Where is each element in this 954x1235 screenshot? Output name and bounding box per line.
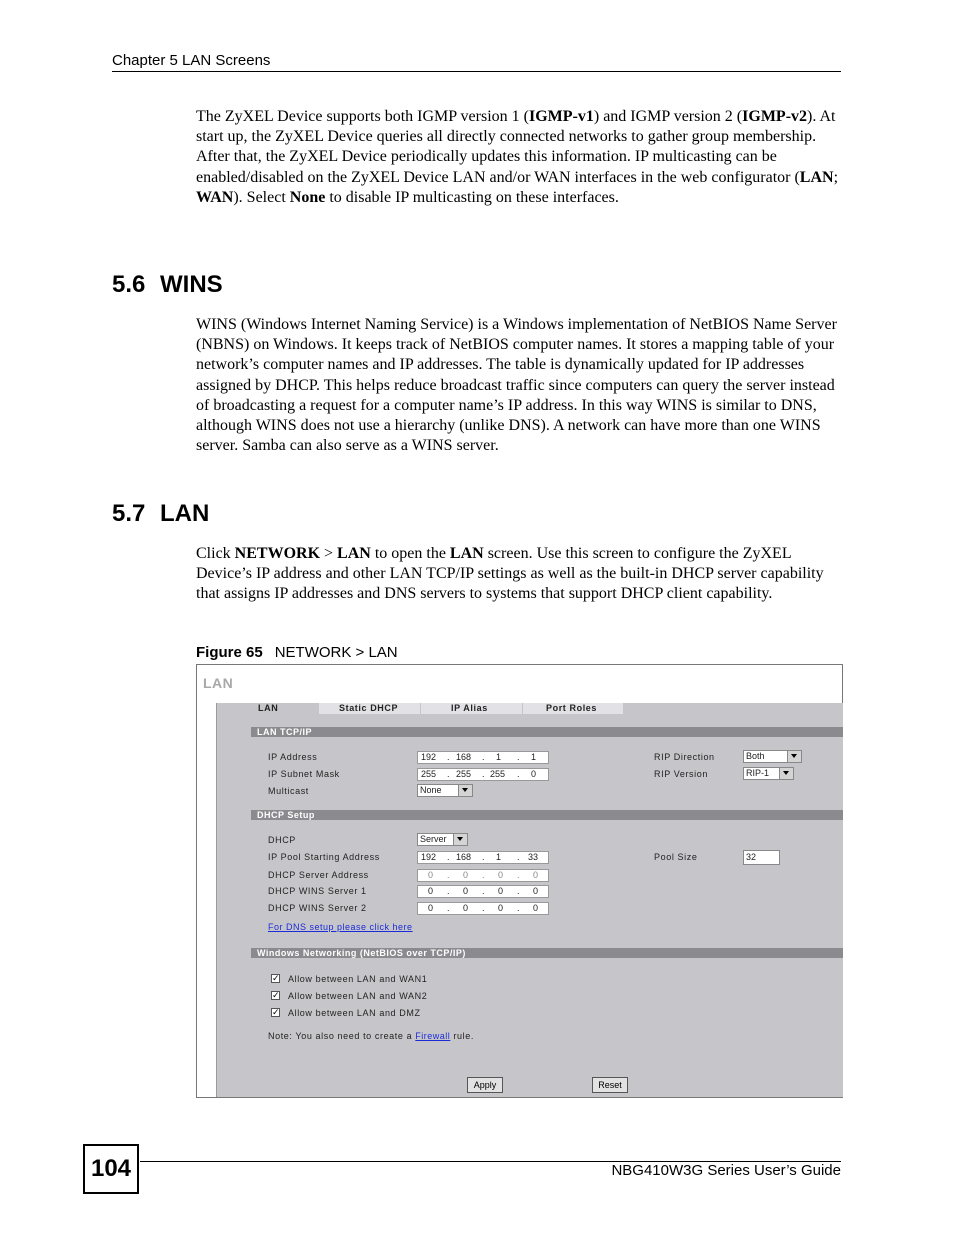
bold-run: WAN: [196, 188, 234, 206]
ip-address-label: IP Address: [268, 752, 318, 762]
octet-3: 0: [498, 903, 504, 913]
dns-setup-link[interactable]: For DNS setup please click here: [268, 922, 413, 932]
octet-3: 1: [496, 852, 502, 862]
octet-1: 0: [428, 870, 434, 880]
subnet-mask-label: IP Subnet Mask: [268, 769, 340, 779]
reset-button[interactable]: Reset: [592, 1077, 628, 1093]
section-number: 5.7: [112, 500, 146, 527]
guide-title: NBG410W3G Series User’s Guide: [611, 1162, 841, 1179]
figure-label: Figure 65: [196, 644, 263, 661]
section-number: 5.6: [112, 271, 146, 298]
tab-bar: [217, 703, 623, 714]
dhcp-server-label: DHCP Server Address: [268, 870, 369, 880]
lan-panel: [216, 703, 843, 1097]
pool-size-label: Pool Size: [654, 852, 698, 862]
octet-3: 255: [490, 769, 506, 779]
text-run: Click: [196, 545, 235, 562]
chevron-down-icon: [779, 768, 793, 779]
apply-button[interactable]: Apply: [467, 1077, 503, 1093]
octet-4: 0: [533, 903, 539, 913]
text-run: to disable IP multicasting on these interfaces.: [325, 188, 619, 206]
octet-4: 1: [531, 752, 537, 762]
subnet-mask-input[interactable]: 255 . 255 . 255 . 0: [417, 768, 549, 781]
bold-run: NETWORK: [234, 545, 321, 562]
octet-2: 0: [463, 870, 469, 880]
bold-run: None: [289, 188, 326, 206]
chevron-down-icon: [458, 785, 472, 796]
octet-2: 0: [463, 886, 469, 896]
wins1-input[interactable]: 0 . 0 . 0 . 0: [417, 885, 549, 898]
octet-3: 0: [498, 870, 504, 880]
dhcp-mode-select[interactable]: [417, 833, 468, 846]
page-number: 104: [83, 1144, 139, 1194]
tab-static-dhcp[interactable]: [319, 703, 420, 714]
octet-1: 255: [421, 769, 437, 779]
octet-1: 0: [428, 903, 434, 913]
rip-version-value: RIP-1: [746, 768, 770, 778]
bold-run: LAN: [799, 168, 834, 186]
tab-label: Static DHCP: [339, 703, 399, 713]
octet-3: 1: [496, 752, 502, 762]
octet-2: 0: [463, 903, 469, 913]
octet-4: 33: [528, 852, 539, 862]
pool-size-value: 32: [746, 852, 757, 862]
wins1-label: DHCP WINS Server 1: [268, 886, 367, 896]
octet-4: 0: [533, 870, 539, 880]
octet-2: 255: [456, 769, 472, 779]
octet-1: 0: [428, 886, 434, 896]
tab-ip-alias[interactable]: [421, 703, 522, 714]
text-run: ). Select: [233, 188, 290, 206]
note-text: Note: You also need to create a: [268, 1031, 416, 1041]
multicast-label: Multicast: [268, 786, 309, 796]
pool-start-input[interactable]: 192 . 168 . 1 . 33: [417, 851, 549, 864]
pool-start-label: IP Pool Starting Address: [268, 852, 380, 862]
tab-label: IP Alias: [451, 703, 488, 713]
lan-paragraph: [196, 544, 841, 605]
section-title: LAN: [160, 500, 210, 527]
section-heading-wins: [112, 271, 223, 299]
firewall-link[interactable]: Firewall: [415, 1031, 451, 1041]
chevron-down-icon: [787, 751, 801, 762]
section-bar-dhcp-setup: DHCP Setup: [251, 810, 843, 820]
tab-port-roles[interactable]: [523, 703, 623, 714]
bold-run: LAN: [337, 545, 371, 562]
rip-direction-select[interactable]: [743, 750, 802, 763]
dhcp-label: DHCP: [268, 835, 296, 845]
wins2-input[interactable]: 0 . 0 . 0 . 0: [417, 902, 549, 915]
figure-title: NETWORK > LAN: [274, 644, 398, 661]
rip-version-label: RIP Version: [654, 769, 708, 779]
text-run: >: [320, 545, 338, 562]
tab-label: LAN: [258, 703, 279, 713]
rip-version-select[interactable]: [743, 767, 794, 780]
bold-run: IGMP-v2: [742, 108, 808, 125]
octet-3: 0: [498, 886, 504, 896]
figure-caption: [196, 644, 398, 661]
text-run: screen. Use this screen to configure the ZyXEL Device’s IP address and other LAN TCP/IP settings as well as the built-in DHCP server capability that assigns IP addresses and DNS servers to systems that support DHCP client capability.: [196, 545, 824, 603]
igmp-paragraph: [196, 107, 841, 208]
firewall-note: [268, 1031, 474, 1041]
tab-label: Port Roles: [546, 703, 598, 713]
text-run: ;: [833, 168, 839, 186]
screen-title: LAN: [203, 675, 234, 691]
rip-direction-label: RIP Direction: [654, 752, 715, 762]
rip-direction-value: Both: [746, 751, 765, 761]
lan-screen-figure: [196, 664, 843, 1098]
section-heading-lan: [112, 500, 209, 528]
pool-size-input[interactable]: [743, 850, 780, 865]
ip-address-input[interactable]: 192 . 168 . 1 . 1: [417, 751, 549, 764]
allow-wan1-label: Allow between LAN and WAN1: [288, 974, 428, 984]
bold-run: LAN: [449, 545, 484, 562]
section-bar-lan-tcpip: LAN TCP/IP: [251, 727, 843, 737]
chapter-header: Chapter 5 LAN Screens: [112, 52, 271, 69]
dhcp-server-input[interactable]: 0 . 0 . 0 . 0: [417, 869, 549, 882]
allow-wan2-checkbox[interactable]: ✓: [272, 990, 280, 1000]
bold-run: IGMP-v1: [528, 108, 594, 125]
text-run: ) and IGMP version 2 (: [593, 108, 743, 125]
multicast-value: None: [420, 785, 442, 795]
note-text: rule.: [450, 1031, 474, 1041]
allow-wan1-checkbox[interactable]: ✓: [272, 973, 280, 983]
octet-1: 192: [421, 752, 437, 762]
multicast-select[interactable]: [417, 784, 473, 797]
section-bar-netbios: Windows Networking (NetBIOS over TCP/IP): [251, 948, 843, 958]
chevron-down-icon: [453, 834, 467, 845]
octet-2: 168: [456, 852, 472, 862]
octet-4: 0: [531, 769, 537, 779]
octet-1: 192: [421, 852, 437, 862]
text-run: ). At start up, the ZyXEL Device queries all directly connected networks to gather group membership. After that, the ZyXEL Device periodically updates this information. IP multicasting can be enabled/disabled on the ZyXEL Device LAN and/or WAN interfaces in the web configurator (: [196, 108, 836, 186]
wins-paragraph: WINS (Windows Internet Naming Service) is a Windows implementation of NetBIOS Name Server (NBNS) on Windows. It keeps track of NetBIOS computer names. It stores a mapping table of your network’s computer names and IP addresses. The table is dynamically updated for IP addresses assigned by DHCP. This helps reduce broadcast traffic since computers can query the server instead of broadcasting a request for a computer name’s IP address. In this way WINS is similar to DNS, although WINS does not use a hierarchy (unlike DNS). A network can have more than one WINS server. Samba can also serve as a WINS server.: [196, 316, 837, 455]
allow-wan2-label: Allow between LAN and WAN2: [288, 991, 428, 1001]
allow-dmz-checkbox[interactable]: ✓: [272, 1007, 280, 1017]
text-run: to open the: [370, 545, 450, 562]
section-title: WINS: [160, 271, 223, 298]
text-run: The ZyXEL Device supports both IGMP version 1 (: [196, 108, 529, 125]
dhcp-mode-value: Server: [420, 834, 447, 844]
tab-lan[interactable]: [217, 703, 318, 714]
octet-2: 168: [456, 752, 472, 762]
header-rule: [112, 71, 841, 72]
octet-4: 0: [533, 886, 539, 896]
wins2-label: DHCP WINS Server 2: [268, 903, 367, 913]
allow-dmz-label: Allow between LAN and DMZ: [288, 1008, 421, 1018]
